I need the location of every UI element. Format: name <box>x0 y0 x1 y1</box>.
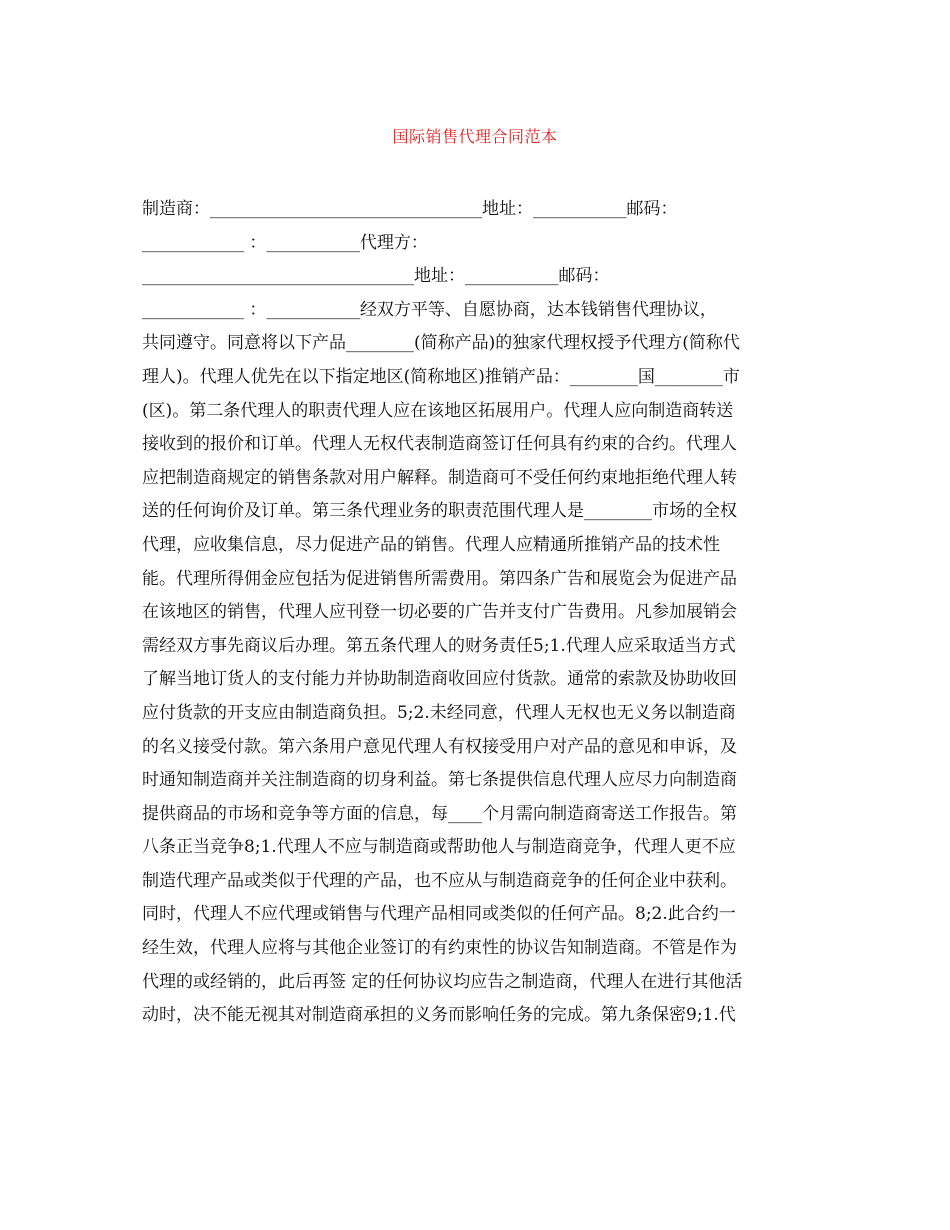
body-line: 制造代理产品或类似于代理的产品，也不应从与制造商竞争的任何企业中获利。 <box>142 870 737 891</box>
body-line: 代理，应收集信息，尽力促进产品的销售。代理人应精通所推销产品的技术性 <box>142 534 720 555</box>
document-body <box>142 193 807 1033</box>
body-line: 送的任何询价及订单。第三条代理业务的职责范围代理人是________市场的全权 <box>142 501 737 522</box>
body-line: 同时，代理人不应代理或销售与代理产品相同或类似的任何产品。8;2.此合约一 <box>142 904 736 925</box>
body-line: 能。代理所得佣金应包括为促进销售所需费用。第四条广告和展览会为促进产品 <box>142 568 737 589</box>
body-line: 代理的或经销的，此后再签 定的任何协议均应告之制造商，代理人在进行其他活 <box>142 971 743 992</box>
body-line: 了解当地订货人的支付能力并协助制造商收回应付货款。通常的索款及协助收回 <box>142 669 737 690</box>
body-line: 八条正当竞争8;1.代理人不应与制造商或帮助他人与制造商竞争，代理人更不应 <box>142 837 736 858</box>
body-line: 经生效，代理人应将与其他企业签订的有约束性的协议告知制造商。不管是作为 <box>142 938 737 959</box>
body-line: 应付货款的开支应由制造商负担。5;2.未经同意，代理人无权也无义务以制造商 <box>142 702 736 723</box>
body-line: 动时，决不能无视其对制造商承担的义务而影响任务的完成。第九条保密9;1.代 <box>142 1005 736 1026</box>
body-line: 提供商品的市场和竞争等方面的信息，每____个月需向制造商寄送工作报告。第 <box>142 803 737 824</box>
body-line: ________________________________地址：___________邮码： <box>142 266 610 287</box>
body-line: 接收到的报价和订单。代理人无权代表制造商签订任何具有约束的合约。代理人 <box>142 434 737 455</box>
body-line: 时通知制造商并关注制造商的切身利益。第七条提供信息代理人应尽力向制造商 <box>142 770 737 791</box>
body-line: 制造商：________________________________地址：___________邮码： <box>142 199 678 219</box>
body-line: (区)。第二条代理人的职责代理人应在该地区拓展用户。代理人应向制造商转送 <box>142 400 734 421</box>
document-title: 国际销售代理合同范本 <box>392 127 558 146</box>
body-line: 共同遵守。同意将以下产品________(简称产品)的独家代理权授予代理方(简称代 <box>142 333 740 354</box>
body-line: 应把制造商规定的销售条款对用户解释。制造商可不受任何约束地拒绝代理人转 <box>142 467 737 488</box>
body-line: 理人)。代理人优先在以下指定地区(简称地区)推销产品：________国________市 <box>142 366 740 387</box>
body-line: ____________ ：___________经双方平等、自愿协商，达本钱销售代理协议， <box>142 299 717 320</box>
body-line: ____________ ：___________代理方： <box>142 232 428 253</box>
body-line: 的名义接受付款。第六条用户意见代理人有权接受用户对产品的意见和申诉，及 <box>142 736 737 757</box>
body-line: 在该地区的销售，代理人应刊登一切必要的广告并支付广告费用。凡参加展销会 <box>142 602 737 623</box>
body-line: 需经双方事先商议后办理。第五条代理人的财务责任5;1.代理人应采取适当方式 <box>142 635 736 656</box>
